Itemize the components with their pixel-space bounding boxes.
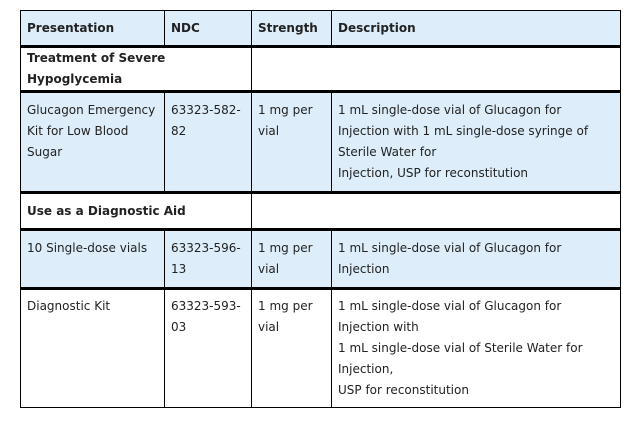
table-row-single-dose-vials	[21, 230, 621, 289]
cell-presentation: Diagnostic Kit	[21, 289, 165, 408]
header-description: Description	[332, 11, 621, 47]
description-line: Injection, USP for reconstitution	[338, 166, 529, 180]
description-line: USP for reconstitution	[338, 383, 469, 397]
cell-description	[332, 289, 621, 408]
cell-ndc: 63323-582-82	[165, 92, 252, 193]
product-presentation-table	[20, 10, 621, 408]
header-ndc: NDC	[165, 11, 252, 47]
table-row-diagnostic-kit	[21, 289, 621, 408]
section-row-diagnostic	[21, 193, 621, 230]
description-line: 1 mL single-dose vial of Sterile Water for Injection,	[338, 341, 583, 376]
cell-presentation: 10 Single-dose vials	[21, 230, 165, 289]
cell-strength: 1 mg per vial	[252, 230, 332, 289]
cell-description: 1 mL single-dose vial of Glucagon for Injection	[332, 230, 621, 289]
section-title-diagnostic: Use as a Diagnostic Aid	[21, 193, 252, 230]
cell-strength: 1 mg per vial	[252, 92, 332, 193]
section-empty-cell	[252, 193, 621, 230]
cell-description	[332, 92, 621, 193]
section-row-hypoglycemia	[21, 47, 621, 92]
cell-ndc: 63323-596-13	[165, 230, 252, 289]
description-line: 1 mL single-dose vial of Glucagon for Injection with 1 mL single-dose syringe of Sterile Water for	[338, 103, 589, 159]
cell-strength: 1 mg per vial	[252, 289, 332, 408]
cell-ndc: 63323-593-03	[165, 289, 252, 408]
description-line: 1 mL single-dose vial of Glucagon for Injection with	[338, 299, 562, 334]
table-header-row	[21, 11, 621, 47]
cell-presentation: Glucagon Emergency Kit for Low Blood Sugar	[21, 92, 165, 193]
header-strength: Strength	[252, 11, 332, 47]
section-title-hypoglycemia: Treatment of Severe Hypoglycemia	[21, 47, 252, 92]
table-row-emergency-kit	[21, 92, 621, 193]
section-empty-cell	[252, 47, 621, 92]
header-presentation: Presentation	[21, 11, 165, 47]
